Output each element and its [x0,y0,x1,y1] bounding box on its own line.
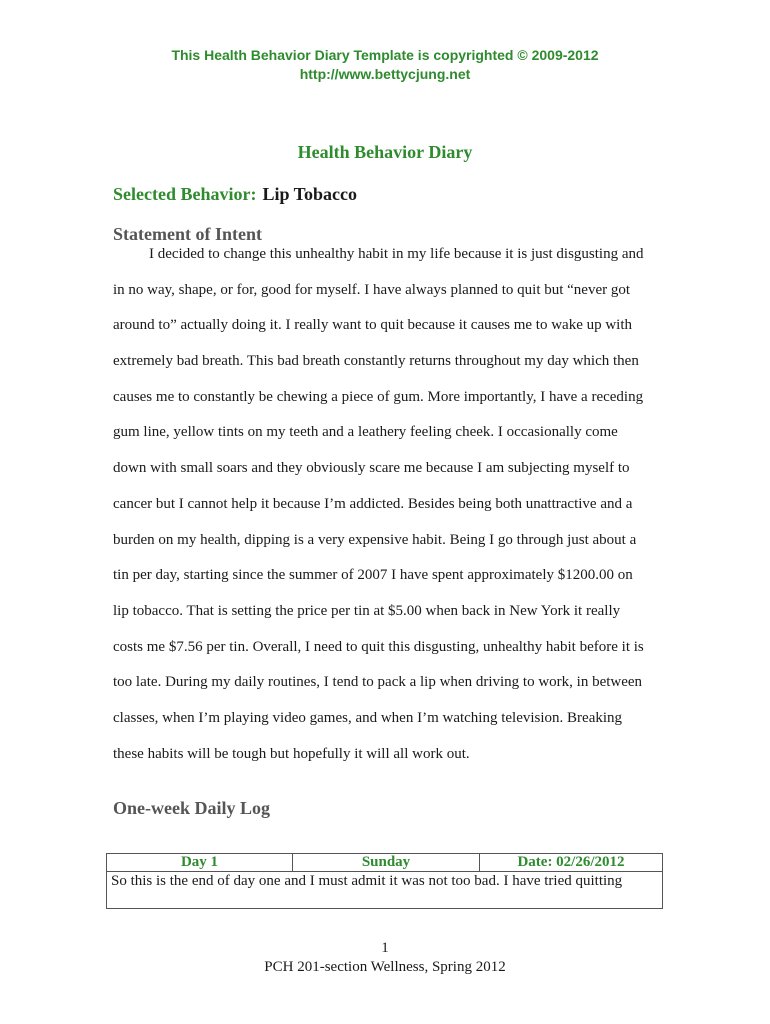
page-number: 1 [381,940,389,956]
daily-log-table [106,853,663,909]
selected-behavior-label: Selected Behavior: [113,184,257,204]
intent-text-line: classes, when I’m playing video games, and when I’m watching television. Breaking [113,709,623,726]
copyright-notice: This Health Behavior Diary Template is copyrighted © 2009-2012 [171,47,599,63]
intent-text-line: extremely bad breath. This bad breath constantly returns throughout my day which then [113,353,639,370]
copyright-url: http://www.bettycjung.net [299,66,471,82]
selected-behavior-value: Lip Tobacco [262,184,358,204]
intent-text-line: gum line, yellow tints on my teeth and a leathery feeling cheek. I occasionally come [113,424,618,441]
intent-text-line: in no way, shape, or for, good for myself. I have always planned to quit but “never got [113,281,631,298]
statement-of-intent-body [113,240,668,775]
document-title: Health Behavior Diary [297,142,473,162]
intent-text-line: these habits will be tough but hopefully it will all work out. [113,745,470,762]
daily-log-date: Date: 02/26/2012 [480,854,663,872]
daily-log-day: Day 1 [107,854,293,872]
intent-text-line: down with small soars and they obviously scare me because I am subjecting myself to [113,460,630,477]
page-footer: PCH 201-section Wellness, Spring 2012 [264,959,506,975]
selected-behavior [113,184,357,205]
intent-text-line: tin per day, starting since the summer of 2007 I have spent approximately $1200.00 on [113,567,633,584]
intent-text-line: I decided to change this unhealthy habit in my life because it is just disgusting and [149,246,644,262]
intent-text-line: too late. During my daily routines, I tend to pack a lip when driving to work, in between [113,674,643,691]
statement-of-intent-heading: Statement of Intent [113,224,262,244]
intent-text-line: burden on my health, dipping is a very expensive habit. Being I go through just about a [113,531,637,548]
daily-log-entry-row [107,872,663,909]
daily-log-header-row [107,854,663,872]
intent-text-line: costs me $7.56 per tin. Overall, I need to quit this disgusting, unhealthy habit before it is [113,638,644,655]
intent-text-line: causes me to constantly be chewing a piece of gum. More importantly, I have a receding [113,388,644,405]
intent-text-line: cancer but I cannot help it because I’m addicted. Besides being both unattractive and a [113,495,633,512]
daily-log-weekday: Sunday [293,854,480,872]
daily-log-entry: So this is the end of day one and I must admit it was not too bad. I have tried quitting [107,872,663,909]
daily-log-heading: One-week Daily Log [113,798,270,818]
intent-text-line: lip tobacco. That is setting the price per tin at $5.00 when back in New York it really [113,602,621,619]
intent-text-line: around to” actually doing it. I really want to quit because it causes me to wake up with [113,317,633,334]
